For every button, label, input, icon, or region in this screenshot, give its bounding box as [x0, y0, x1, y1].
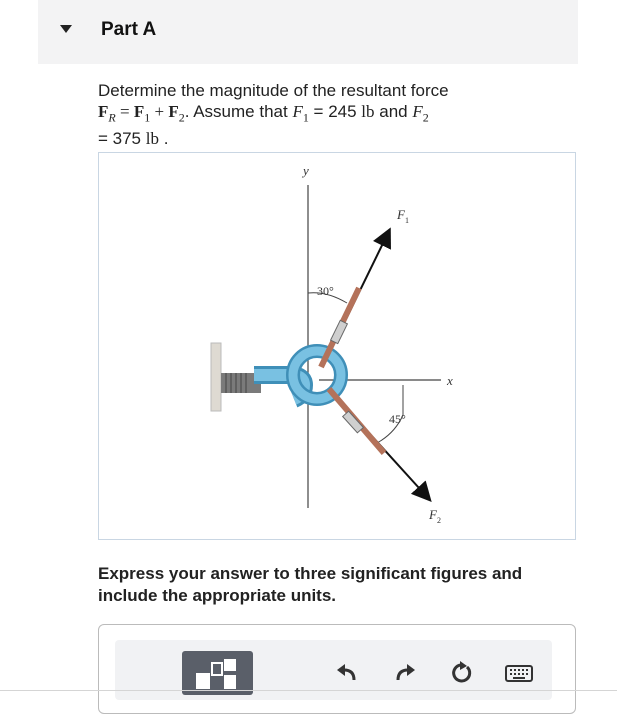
angle-45-label: 45° — [389, 412, 406, 426]
f2-label-sub: 2 — [437, 516, 441, 525]
force-diagram — [99, 153, 575, 539]
eq-f2: F — [168, 102, 179, 121]
period: . — [158, 129, 169, 149]
answer-instructions: Express your answer to three significant figures and include the appropriate units. — [98, 564, 523, 605]
f2-subscript: 2 — [422, 110, 429, 125]
problem-statement — [98, 80, 578, 149]
templates-button[interactable] — [182, 651, 253, 695]
f1-label: F — [397, 207, 405, 222]
f1-symbol: F — [292, 102, 303, 121]
eq-fr: F — [98, 102, 109, 121]
f1-value: = 245 — [308, 102, 362, 121]
f1-label-sub: 1 — [405, 216, 409, 225]
eq-f1-sub: 1 — [144, 110, 151, 125]
f1-subscript: 1 — [302, 110, 309, 125]
templates-icon — [182, 651, 253, 695]
y-axis-label: y — [303, 163, 309, 178]
collapse-caret-icon[interactable] — [60, 25, 72, 33]
f1-unit: lb — [361, 102, 375, 121]
eq-plus: + — [150, 102, 169, 121]
problem-intro: Determine the magnitude of the resultant force — [98, 81, 449, 100]
eq-equals: = — [115, 102, 134, 121]
undo-icon — [334, 660, 360, 686]
undo-button[interactable] — [334, 660, 360, 686]
figure-box — [98, 152, 576, 540]
x-axis-label: x — [447, 373, 453, 388]
reset-button[interactable] — [448, 660, 474, 686]
angle-30-label: 30° — [317, 284, 334, 298]
eq-f1: F — [133, 102, 145, 121]
keyboard-button[interactable] — [504, 660, 534, 686]
f2-value: = 375 — [98, 129, 146, 149]
redo-icon — [392, 660, 418, 686]
and-text: and — [374, 102, 413, 121]
keyboard-icon — [504, 660, 534, 686]
f2-unit: lb — [145, 129, 159, 149]
redo-button[interactable] — [392, 660, 418, 686]
wall-plate — [211, 343, 221, 411]
reset-icon — [448, 660, 474, 686]
eq-f2-sub: 2 — [178, 110, 185, 125]
eq-fr-sub: R — [108, 110, 116, 125]
part-title: Part A — [101, 19, 157, 40]
bottom-divider — [0, 690, 617, 691]
f2-label: F — [429, 507, 437, 522]
assume-text: . Assume that — [184, 102, 293, 121]
f2-symbol: F — [412, 102, 423, 121]
